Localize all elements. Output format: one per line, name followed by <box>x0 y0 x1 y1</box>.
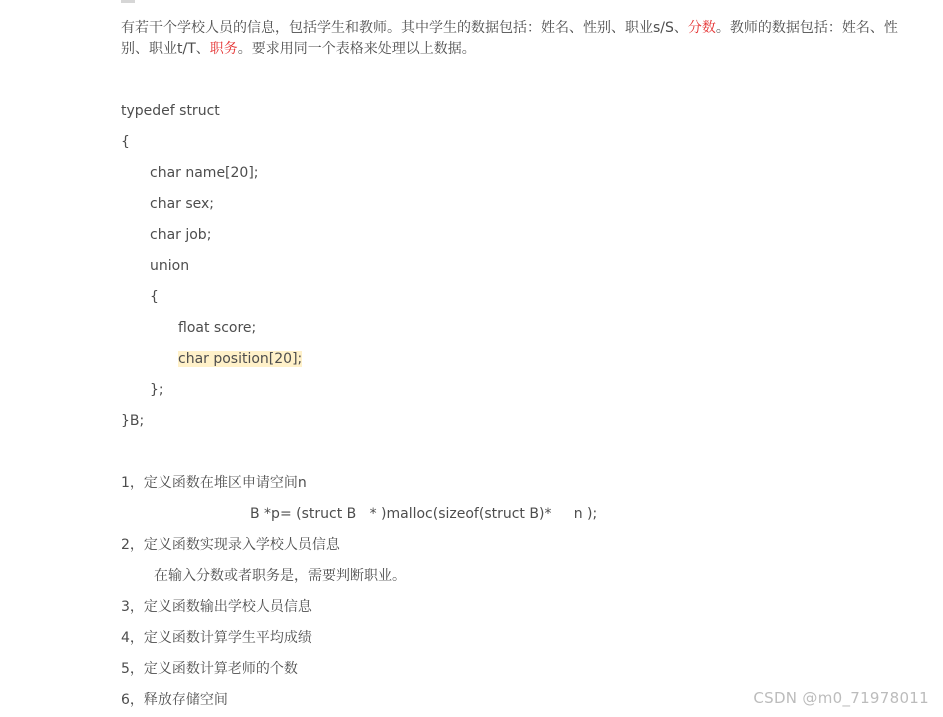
task-item: 1，定义函数在堆区申请空间n <box>121 475 307 491</box>
task-item: 6，释放存储空间 <box>121 692 228 708</box>
intro-highlight-position: 职务 <box>209 41 238 57</box>
code-line-highlighted <box>178 349 302 369</box>
code-line: char sex; <box>150 196 215 212</box>
highlighted-code: char position[20]; <box>178 351 303 367</box>
code-line: { <box>121 134 130 150</box>
code-line: char name[20]; <box>150 165 259 181</box>
task-note: 在输入分数或者职务是，需要判断职业。 <box>154 568 406 584</box>
task-item: 2，定义函数实现录入学校人员信息 <box>121 537 340 553</box>
intro-text: 。教师的数据包括：姓名、性 <box>715 20 898 36</box>
code-line: { <box>150 289 159 305</box>
code-line: }; <box>150 382 164 398</box>
task-code: B *p= (struct B * )malloc(sizeof(struct B)* n ); <box>250 506 598 522</box>
code-line: union <box>150 258 190 274</box>
intro-highlight-score: 分数 <box>687 20 716 36</box>
intro-line-1 <box>121 18 898 38</box>
intro-line-2 <box>121 39 476 59</box>
code-line: float score; <box>178 320 257 336</box>
task-item: 5，定义函数计算老师的个数 <box>121 661 298 677</box>
task-item: 4，定义函数计算学生平均成绩 <box>121 630 312 646</box>
task-item: 3，定义函数输出学校人员信息 <box>121 599 312 615</box>
intro-text: 有若干个学校人员的信息，包括学生和教师。其中学生的数据包括：姓名、性别、职业s/S、 <box>121 20 688 36</box>
intro-text: 。要求用同一个表格来处理以上数据。 <box>237 41 476 57</box>
code-line: char job; <box>150 227 212 243</box>
intro-text: 别、职业t/T、 <box>121 41 210 57</box>
code-line: }B; <box>121 413 145 429</box>
top-divider-mark <box>121 0 135 3</box>
csdn-watermark: CSDN @m0_71978011 <box>753 689 929 707</box>
code-line: typedef struct <box>121 103 220 119</box>
